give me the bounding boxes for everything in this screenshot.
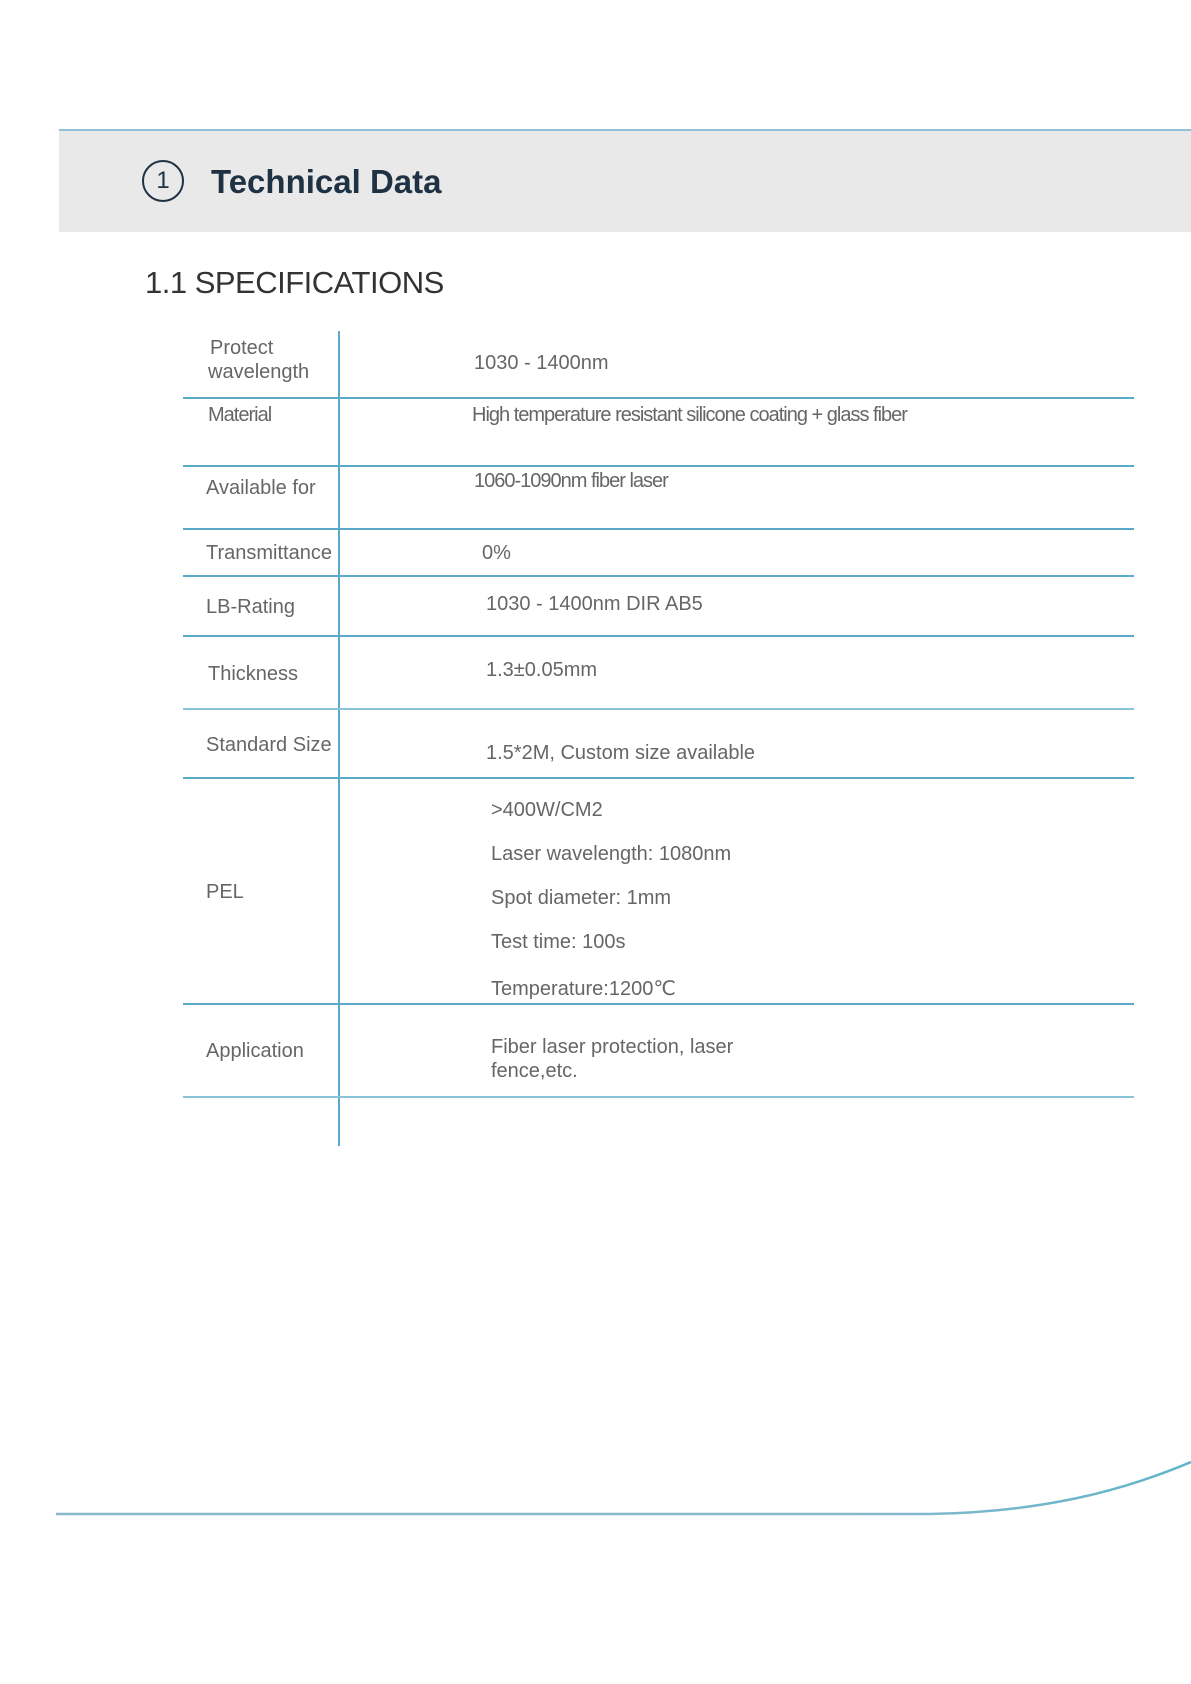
spec-label-pel: PEL xyxy=(206,881,244,903)
row-separator xyxy=(183,635,1134,637)
row-separator xyxy=(183,1003,1134,1005)
spec-label-material: Material xyxy=(208,404,272,426)
row-separator xyxy=(183,575,1134,577)
section-title: Technical Data xyxy=(211,163,442,200)
spec-value-protect-wavelength: 1030 - 1400nm xyxy=(474,352,609,374)
spec-label-protect-wavelength xyxy=(208,336,309,384)
section-number-badge xyxy=(142,160,184,202)
row-separator xyxy=(183,465,1134,467)
spec-value-line: Fiber laser protection, laser xyxy=(491,1036,734,1058)
spec-label-thickness: Thickness xyxy=(208,663,299,685)
subsection-title: 1.1 SPECIFICATIONS xyxy=(145,265,444,300)
spec-label-application: Application xyxy=(206,1040,304,1062)
spec-value-standard-size: 1.5*2M, Custom size available xyxy=(486,742,756,764)
pel-value-line: Temperature:1200℃ xyxy=(491,978,676,1000)
pel-value-line: Laser wavelength: 1080nm xyxy=(491,843,732,865)
spec-value-thickness: 1.3±0.05mm xyxy=(486,659,598,681)
row-separator xyxy=(183,397,1134,399)
row-separator xyxy=(183,708,1134,710)
section-number: 1 xyxy=(156,167,170,194)
spec-label-line: wavelength xyxy=(208,361,310,383)
row-separator xyxy=(183,777,1134,779)
footer-curve-decoration xyxy=(0,1400,1191,1520)
spec-value-lb-rating: 1030 - 1400nm DIR AB5 xyxy=(486,593,703,615)
spec-label-line: Protect xyxy=(210,337,274,359)
pel-value-line: >400W/CM2 xyxy=(491,799,603,821)
spec-label-available-for: Available for xyxy=(206,477,316,499)
spec-label-lb-rating: LB-Rating xyxy=(206,596,295,618)
spec-value-material: High temperature resistant silicone coating + glass fiber xyxy=(472,404,907,426)
spec-value-application xyxy=(491,1035,733,1083)
pel-value-line: Spot diameter: 1mm xyxy=(491,887,672,909)
row-separator xyxy=(183,1096,1134,1098)
spec-label-transmittance: Transmittance xyxy=(206,542,332,564)
specifications-table xyxy=(183,331,1134,1146)
pel-value-line: Test time: 100s xyxy=(491,931,626,953)
spec-label-standard-size: Standard Size xyxy=(206,734,332,756)
spec-value-line: fence,etc. xyxy=(491,1060,578,1082)
spec-value-available-for: 1060-1090nm fiber laser xyxy=(474,470,668,492)
table-column-divider xyxy=(338,331,340,1146)
spec-value-transmittance: 0% xyxy=(482,542,511,564)
row-separator xyxy=(183,528,1134,530)
